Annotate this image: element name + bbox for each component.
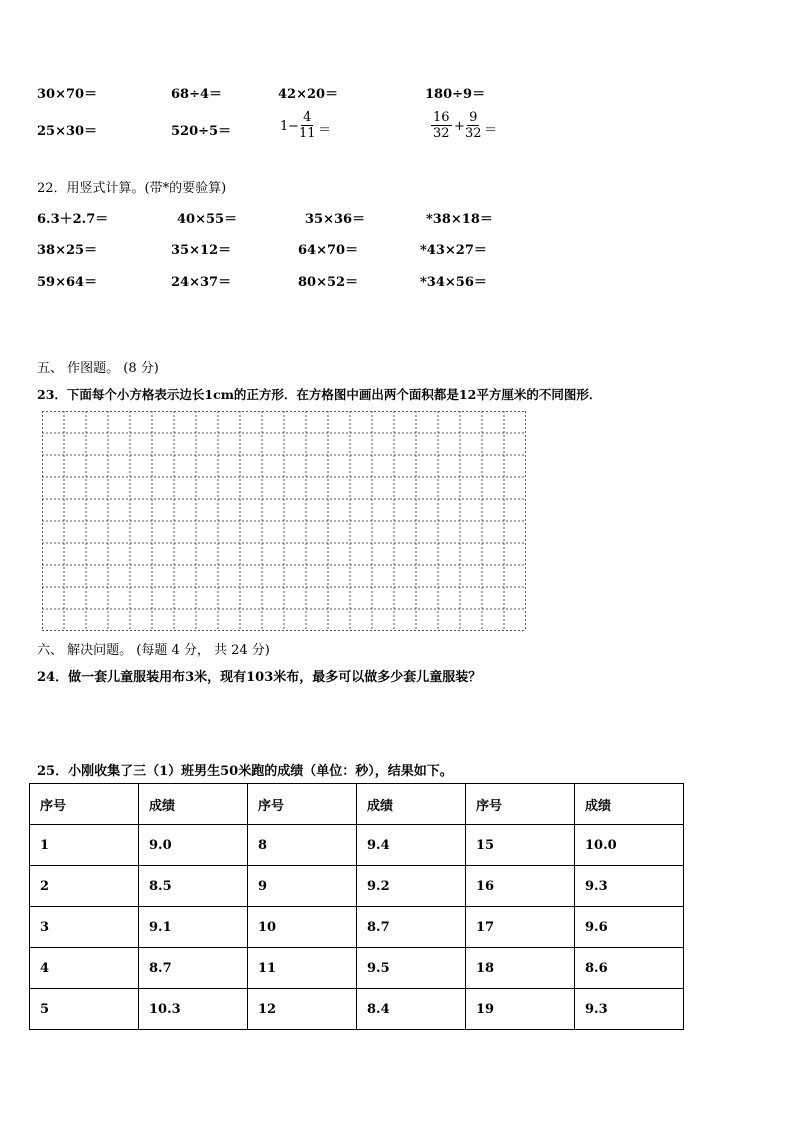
- section-6-title: 六、 解决问题。 (每题 4 分， 共 24 分): [37, 643, 270, 658]
- fraction-9-32: [463, 110, 484, 141]
- oral-calc-1: 30×70＝: [37, 87, 98, 102]
- table-row: [30, 825, 684, 866]
- header-cell: 序号: [466, 784, 575, 825]
- oral-calc-2: 68÷4＝: [171, 87, 223, 102]
- denominator: 11: [299, 126, 316, 141]
- equals-sign: ＝: [484, 123, 498, 138]
- table-cell: 16: [466, 866, 575, 907]
- q23-text: 23．下面每个小方格表示边长1cm的正方形．在方格图中画出两个面积都是12平方厘米的不同图形．: [37, 387, 602, 402]
- q22-item: *38×18＝: [426, 212, 493, 227]
- minus-sign: −: [288, 119, 299, 134]
- numerator: 4: [303, 110, 312, 125]
- q22-item: 35×36＝: [305, 212, 366, 227]
- table-cell: 8: [248, 825, 357, 866]
- table-cell: 9.5: [357, 948, 466, 989]
- table-cell: 9.3: [575, 989, 684, 1030]
- table-cell: 9: [248, 866, 357, 907]
- square-grid: [42, 411, 526, 631]
- equals-sign: ＝: [318, 123, 332, 138]
- q22-item: *34×56＝: [420, 275, 487, 290]
- q22-item: 40×55＝: [177, 212, 238, 227]
- table-cell: 11: [248, 948, 357, 989]
- header-cell: 成绩: [139, 784, 248, 825]
- header-cell: 序号: [30, 784, 139, 825]
- plus-sign: +: [454, 119, 465, 134]
- table-cell: 8.7: [357, 907, 466, 948]
- results-table: [29, 783, 684, 1030]
- header-cell: 成绩: [575, 784, 684, 825]
- oral-calc-4: 180÷9＝: [425, 87, 486, 102]
- table-cell: 9.2: [357, 866, 466, 907]
- fraction-16-32: [431, 110, 452, 141]
- table-cell: 8.6: [575, 948, 684, 989]
- fraction-4-11: [297, 110, 318, 141]
- table-row: [30, 907, 684, 948]
- numerator: 16: [433, 110, 450, 125]
- table-row: [30, 989, 684, 1030]
- table-cell: 8.5: [139, 866, 248, 907]
- table-row: [30, 948, 684, 989]
- q22-item: *43×27＝: [420, 243, 487, 258]
- table-cell: 8.4: [357, 989, 466, 1030]
- table-cell: 1: [30, 825, 139, 866]
- table-cell: 8.7: [139, 948, 248, 989]
- q22-item: 80×52＝: [298, 275, 359, 290]
- denominator: 32: [433, 126, 450, 141]
- table-cell: 9.6: [575, 907, 684, 948]
- table-cell: 19: [466, 989, 575, 1030]
- table-header-row: [30, 784, 684, 825]
- oral-calc-5: 25×30＝: [37, 124, 98, 139]
- whole-number: 1: [280, 119, 289, 134]
- table-cell: 10.3: [139, 989, 248, 1030]
- header-cell: 成绩: [357, 784, 466, 825]
- table-cell: 10.0: [575, 825, 684, 866]
- table-cell: 17: [466, 907, 575, 948]
- q22-item: 35×12＝: [171, 243, 232, 258]
- q22-item: 6.3＋2.7＝: [37, 212, 109, 227]
- q22-item: 64×70＝: [298, 243, 359, 258]
- table-cell: 12: [248, 989, 357, 1030]
- table-cell: 2: [30, 866, 139, 907]
- section-5-title: 五、 作图题。 (8 分): [37, 361, 159, 376]
- numerator: 9: [469, 110, 478, 125]
- table-cell: 18: [466, 948, 575, 989]
- q25-text: 25．小刚收集了三（1）班男生50米跑的成绩（单位：秒），结果如下。: [37, 764, 453, 779]
- table-cell: 10: [248, 907, 357, 948]
- table-cell: 9.1: [139, 907, 248, 948]
- table-cell: 15: [466, 825, 575, 866]
- q22-item: 38×25＝: [37, 243, 98, 258]
- oral-calc-6: 520÷5＝: [171, 124, 232, 139]
- table-cell: 4: [30, 948, 139, 989]
- table-row: [30, 866, 684, 907]
- table-cell: 3: [30, 907, 139, 948]
- table-cell: 9.4: [357, 825, 466, 866]
- table-cell: 9.0: [139, 825, 248, 866]
- denominator: 32: [465, 126, 482, 141]
- table-cell: 5: [30, 989, 139, 1030]
- oral-calc-3: 42×20＝: [278, 87, 339, 102]
- table-cell: 9.3: [575, 866, 684, 907]
- q24-text: 24．做一套儿童服装用布3米，现有103米布，最多可以做多少套儿童服装？: [37, 670, 482, 685]
- q22-title: 22．用竖式计算。(带*的要验算): [37, 181, 227, 196]
- q22-item: 59×64＝: [37, 275, 98, 290]
- q22-item: 24×37＝: [171, 275, 232, 290]
- header-cell: 序号: [248, 784, 357, 825]
